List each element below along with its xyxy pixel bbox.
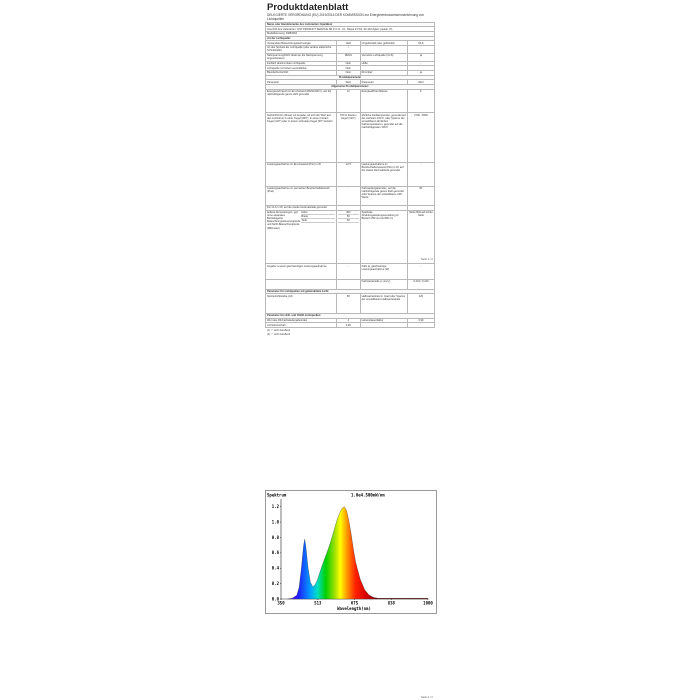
- row-b-cell: ähnliche Farbtemperatur, gerundet auf die nächsten 100 K, oder Spanne der einstellbaren ähnlichen Farbtemperaturen, gerundet auf die nächstfolgenden 100 K: [360, 113, 407, 163]
- col-header: Parameter: [360, 80, 407, 85]
- row-b-cell: Energieeffizienzklasse: [360, 89, 407, 113]
- datasheet-table: [265, 22, 435, 328]
- footnote: (1) "-" nicht zutreffend: [267, 328, 291, 332]
- row-e-cell: Wert des R9-Farbwiedergabeindex: [266, 318, 337, 323]
- spd-label: Spektrale Strahlungsleistungsverteilung im Bereich 250 nm bis 800 nm: [360, 210, 407, 264]
- dims-item-value: 50: [338, 215, 359, 219]
- row-a-cell: -: [407, 61, 434, 66]
- row-b-cell: Für CLS in W, auf die zweite Dezimalstelle gerundet: [266, 206, 337, 211]
- row-a-cell: [407, 46, 434, 54]
- row-a-cell: ja: [407, 53, 434, 61]
- row-b-cell: Energieverbrauch im Ein-Zustand (kWh/1000 h), auf die nächstfolgende ganze Zahl gerundet: [266, 89, 337, 113]
- row-a-cell: /: [336, 46, 360, 54]
- supplier-address-row: Anschrift des Lieferanten: OST PRODUCT SERVICE SR Z O.O., UL. Skaya 21 5/2, 93-100 Zgierz paulan, PL: [266, 27, 435, 32]
- general-params-header: Allgemeine Produktparameter:: [266, 85, 435, 90]
- light-source-type-row: Art der Lichtquelle:: [266, 36, 435, 41]
- row-a-cell: Nein: [336, 66, 360, 71]
- row-a-cell: Dimmbar:: [360, 70, 407, 75]
- row-b-cell: 81: [407, 186, 434, 206]
- spectrum-area: [288, 507, 428, 599]
- model-row: Modellkennung: DFB0264: [266, 31, 435, 36]
- x-tick-label: 1000: [423, 600, 433, 606]
- y-tick-label: 0.8: [271, 534, 279, 540]
- x-tick-label: 350: [277, 600, 285, 606]
- row-a-cell: Blendschutzschild:: [266, 70, 337, 75]
- row-a-cell: DLS: [407, 41, 434, 46]
- dims-label-cell: [266, 210, 337, 264]
- row-b-cell: Leistungsaufnahme im Bereitschaftszustand (Psb) in W, auf die zweite Dezimalstelle gerundet: [360, 162, 407, 186]
- row-b-cell: Nutzlichtstrom (Φuse) mit Angabe, ob sich der Wert auf den Lichtstrom in einer Kugel (360°), in einem breiten Kegel (120°) oder in einem schmalen Kegel (90°) bezieht: [266, 113, 337, 163]
- row-b-cell: 12: [336, 89, 360, 113]
- row-e-cell: Lichtstromerhalt: [266, 323, 337, 328]
- row-b-row: [266, 162, 435, 186]
- row-b-row: [266, 89, 435, 113]
- row-a-cell: Vernetzte Lichtquelle (CLS):: [360, 53, 407, 61]
- row-b-cell: -: [336, 186, 360, 206]
- row-a-cell: Hülle:: [360, 61, 407, 66]
- spd-value: Siehe Bild auf letzter Seite: [407, 210, 434, 264]
- row-c-cell: -: [407, 264, 434, 280]
- row-d-cell: 80: [336, 294, 360, 314]
- row-b-row: [266, 186, 435, 206]
- chart-title: 1.0e4.500mW/nm: [351, 492, 385, 498]
- dims-values: [336, 210, 360, 264]
- row-e-cell: [407, 323, 434, 328]
- row-a-cell: Art des Sockels der Lichtquelle (oder andere elektrische Schnittstelle): [266, 46, 337, 54]
- row-a-cell: Netzspannung/Nicht direkt an die Netzspannung angeschlossen:: [266, 53, 337, 61]
- row-e-cell: Lebensdauerfaktor: [360, 318, 407, 323]
- row-c-cell: Farbwertanteile (x und y): [360, 279, 407, 289]
- dims-label: äußere Abmessungen, ggf. ohne separates Betriebsgerät, Beleuchtungssteuerungsteile und Nicht-Beleuchtungsteile (Millimeter): [267, 211, 301, 230]
- page-number: Seite 1 / 3: [421, 258, 433, 261]
- y-tick-label: 0.4: [271, 565, 279, 571]
- row-a-cell: Nein: [336, 70, 360, 75]
- row-b-row: [266, 113, 435, 163]
- row-c-row: [266, 279, 435, 289]
- document-title: Produktdatenblatt: [267, 2, 349, 13]
- y-tick-label: 0.0: [271, 596, 279, 602]
- dims-item-label: Tiefe: [301, 219, 335, 223]
- row-d-cell: Halbwertswinkel in Grad oder Spanne der einstellbaren Halbwertswinkel: [360, 294, 407, 314]
- row-e-row: [266, 323, 435, 328]
- col-header: Wert: [336, 80, 360, 85]
- row-b-cell: Farbwiedergabeindex, auf die nächstfolgende ganze Zahl gerundet, oder Spanne der einstellbaren CRI-Werte: [360, 186, 407, 206]
- spectrum-svg: [266, 491, 436, 613]
- row-a-cell: Nein: [336, 61, 360, 66]
- row-d-cell: 120: [407, 294, 434, 314]
- datasheet: [265, 0, 435, 336]
- row-c-cell: Angabe zu einer gleichwertigen Leistungsaufnahme: [266, 264, 337, 280]
- dims-items: [301, 211, 335, 230]
- y-tick-label: 0.6: [271, 550, 279, 556]
- row-e-cell: 0,96: [336, 323, 360, 328]
- row-b-cell: Leistungsaufnahme im Ein-Zustand (Pon) in W: [266, 162, 337, 186]
- supplier-name-row: Name oder Handelsmarke des Lieferanten: EpanBest: [266, 22, 435, 27]
- x-tick-label: 513: [314, 600, 322, 606]
- led-header: Parameter für LED- und OLED-Lichtquellen:: [266, 313, 435, 318]
- footnote: (2) "-" nicht zutreffend: [267, 332, 291, 336]
- dims-item-label: Höhe: [301, 211, 335, 215]
- row-a-cell: ja: [407, 70, 434, 75]
- dims-item-label: Breite: [301, 215, 335, 219]
- row-c-row: [266, 264, 435, 280]
- row-a-cell: [360, 46, 407, 54]
- dims-item-value: 50: [338, 219, 359, 223]
- row-b-cell: Leistungsaufnahme im vernetzten Bereitschaftsbetrieb (Pnet): [266, 186, 337, 206]
- row-b-cell: 970 in breitem Kegel (120°): [336, 113, 360, 163]
- row-c-cell: [336, 279, 360, 289]
- x-axis-label: Wavelength(nm): [337, 606, 371, 611]
- row-c-cell: Falls ja, gleichwertige Leistungsaufnahme (W): [360, 264, 407, 280]
- row-c-cell: [266, 279, 337, 289]
- row-b-cell: -: [407, 162, 434, 186]
- page-number: Seite 3 / 3: [421, 696, 433, 699]
- x-tick-label: 675: [350, 600, 359, 606]
- product-params-header: Produktparameter: [266, 75, 435, 80]
- row-b-cell: 12,5: [336, 162, 360, 186]
- regulation-text: DELEGIERTE VERORDNUNG (EU) 2019/2015 DER KOMMISSION zur Energieverbrauchskennzeichnung von Lichtquellen: [267, 13, 425, 21]
- row-a-row: [266, 53, 435, 61]
- row-c-cell: 0,443 / 0,419: [407, 279, 434, 289]
- directional-header: Parameter für Lichtquellen mit gebündeltem Licht:: [266, 289, 435, 294]
- row-e-cell: 0,90: [407, 318, 434, 323]
- x-tick-label: 838: [387, 600, 395, 606]
- row-a-cell: Verwendete Beleuchtungstechnologie:: [266, 41, 337, 46]
- row-a-cell: Farblich abstimmbare Lichtquelle:: [266, 61, 337, 66]
- col-header: Wert: [407, 80, 434, 85]
- row-a-row: [266, 46, 435, 54]
- row-a-cell: Lichtquelle mit hoher Leuchtdichte:: [266, 66, 337, 71]
- row-e-cell: 4: [336, 318, 360, 323]
- y-tick-label: 1.2: [271, 503, 279, 509]
- y-tick-label: 0.2: [271, 580, 279, 586]
- row-b-cell: 2700...6500: [407, 113, 434, 163]
- row-a-cell: LED: [336, 41, 360, 46]
- row-a-cell: NMLS: [336, 53, 360, 61]
- row-c-cell: -: [336, 264, 360, 280]
- y-tick-label: 1.0: [271, 519, 279, 525]
- row-d-row: [266, 294, 435, 314]
- y-axis-label: Spektrum: [267, 492, 287, 498]
- spectrum-chart: [265, 490, 437, 614]
- dims-item-value: 300: [338, 211, 359, 215]
- col-header: Parameter: [266, 80, 337, 85]
- row-d-cell: Spitzenlichtstärke (cd): [266, 294, 337, 314]
- row-b-cell: F: [407, 89, 434, 113]
- row-e-cell: [360, 323, 407, 328]
- row-a-cell: Ungebündelt oder gebündelt:: [360, 41, 407, 46]
